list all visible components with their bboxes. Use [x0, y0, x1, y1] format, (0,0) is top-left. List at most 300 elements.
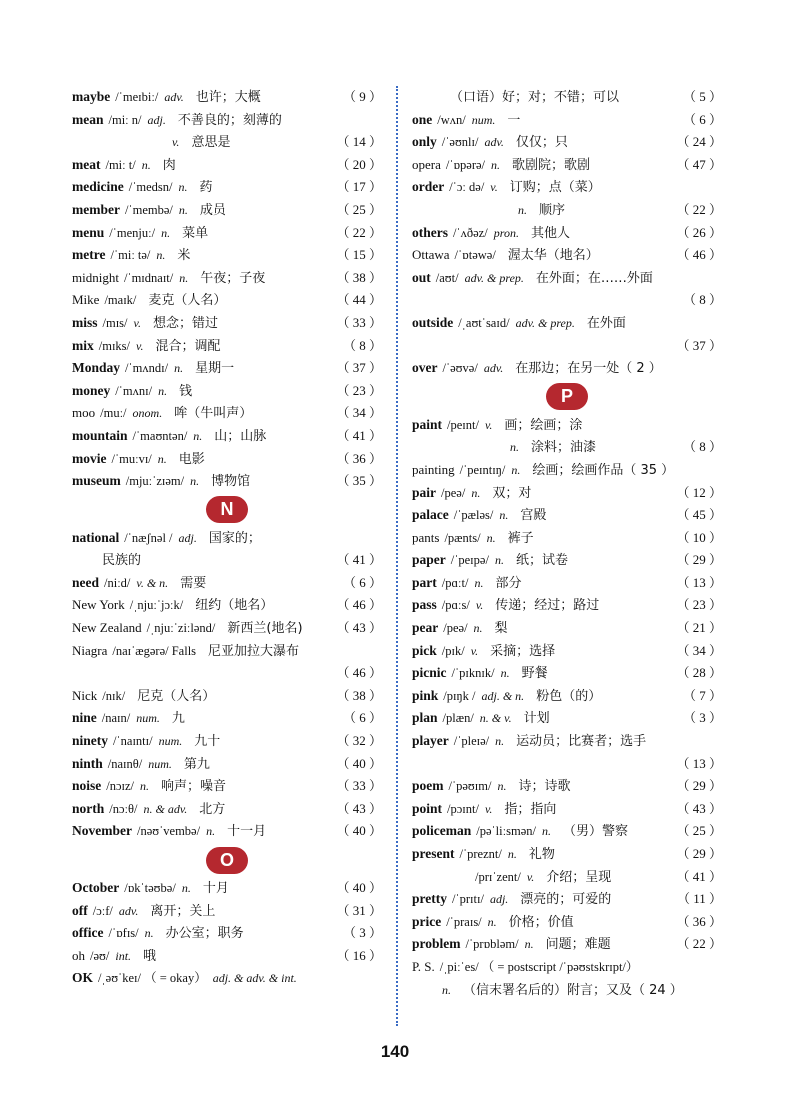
entry-row	[72, 707, 382, 730]
headword: money	[72, 382, 111, 398]
phonetic: /ɒkˈtəʊbə/	[124, 881, 176, 895]
entry-row	[412, 911, 722, 934]
entry-row	[72, 730, 382, 753]
entry-line	[412, 109, 520, 133]
part-of-speech: v.	[484, 417, 493, 432]
entry-row	[72, 425, 382, 448]
headword: pick	[412, 642, 437, 658]
part-of-speech: n.	[500, 666, 510, 681]
entry-line	[72, 312, 218, 336]
definition: 想念；错过	[152, 315, 218, 331]
headword: off	[72, 902, 88, 918]
phonetic: /peə/	[443, 621, 468, 636]
definition: 裤子	[507, 530, 534, 546]
headword: mean	[72, 111, 104, 127]
unit-ref: （ 36 ）	[336, 450, 382, 466]
definition: 在那边；在另一处（ 2 ）	[515, 361, 662, 377]
unit-ref: （ 32 ）	[336, 733, 382, 749]
entry-line	[72, 730, 220, 754]
headword: north	[72, 800, 105, 816]
entry-row	[412, 820, 722, 843]
left-column	[72, 86, 382, 990]
part-of-speech: onom.	[132, 406, 163, 421]
entry-row	[72, 900, 382, 923]
phonetic: /ˈmiː tə/	[110, 248, 151, 263]
part-of-speech: adj.	[147, 112, 166, 127]
headword: present	[412, 846, 455, 861]
definition: 混合；调配	[155, 338, 221, 354]
part-of-speech: n.	[507, 847, 517, 861]
entry-row	[412, 843, 722, 866]
headword: mountain	[72, 427, 128, 443]
part-of-speech: adv.	[164, 90, 184, 104]
entry-row	[412, 267, 722, 290]
entry-line	[412, 154, 590, 178]
definition: 博物馆	[211, 474, 251, 490]
headword: national	[72, 529, 120, 545]
unit-ref: （ 8 ）	[682, 292, 722, 308]
unit-ref: （ 13 ）	[676, 755, 722, 771]
unit-ref: （ 11 ）	[676, 891, 722, 907]
definition: 运动员；比赛者；选手	[516, 734, 647, 750]
unit-ref: （ 13 ）	[676, 574, 722, 590]
part-of-speech: n.	[473, 621, 483, 636]
entry-row	[72, 176, 382, 199]
entry-row	[72, 877, 382, 900]
phonetic: /pɑːt/	[441, 575, 469, 590]
entry-row	[412, 730, 722, 753]
entry-row	[412, 933, 722, 956]
part-of-speech: pron.	[493, 225, 519, 240]
entry-row	[72, 617, 382, 640]
entry-line	[72, 222, 208, 246]
part-of-speech: v.	[526, 869, 535, 884]
entry-row	[72, 199, 382, 222]
definition: 响声；噪音	[161, 779, 227, 795]
part-of-speech: n.	[471, 485, 481, 500]
unit-ref: （ 20 ）	[336, 156, 382, 172]
definition: 双；对	[492, 485, 532, 501]
definition: 米	[177, 248, 191, 264]
unit-ref: （ 47 ）	[676, 156, 722, 172]
unit-ref: （ 24 ）	[676, 134, 722, 150]
phonetic: /prɪˈzent/	[475, 869, 521, 884]
entry-line	[72, 967, 297, 990]
headword: Nick	[72, 687, 98, 703]
part-of-speech: n.	[174, 361, 184, 376]
definition: 民族的	[102, 553, 142, 569]
headword: one	[412, 111, 433, 127]
unit-ref: （ 15 ）	[336, 247, 382, 263]
headword: oh	[72, 947, 85, 963]
entry-row	[412, 414, 722, 437]
phonetic: /nɔɪz/	[106, 779, 135, 794]
definition: 部分	[495, 575, 522, 591]
phonetic: /ˈɒpərə/	[445, 157, 486, 172]
entry-row	[72, 357, 382, 380]
unit-ref: （ 6 ）	[682, 111, 722, 127]
unit-ref: （ 25 ）	[676, 823, 722, 839]
part-of-speech: n.	[161, 225, 171, 240]
entry-line	[412, 843, 555, 867]
section-letter: P	[546, 383, 588, 410]
headword: Mike	[72, 292, 100, 308]
entry-line	[412, 357, 662, 381]
phonetic: /mɪks/	[98, 338, 131, 353]
entry-continuation	[412, 335, 722, 358]
headword: pink	[412, 687, 439, 703]
part-of-speech: n. & adv.	[143, 801, 188, 816]
entry-continuation	[412, 289, 722, 312]
entry-line	[72, 425, 266, 449]
headword: meat	[72, 156, 101, 172]
phonetic: /ˈmenjuː/	[109, 225, 156, 240]
definition: 需要	[180, 575, 207, 591]
definition: 不善良的；刻薄的	[177, 112, 282, 128]
headword: opera	[412, 156, 441, 172]
entry-line	[72, 798, 225, 822]
entry-row	[72, 967, 382, 990]
phonetic: /maɪk/	[104, 293, 137, 308]
headword: Monday	[72, 360, 121, 376]
phonetic: /aʊt/	[435, 270, 459, 285]
part-of-speech: n.	[140, 779, 150, 794]
phonetic: /naɪnθ/	[107, 756, 143, 771]
definition: 传递；经过；路过	[495, 598, 600, 614]
part-of-speech: v.	[133, 315, 141, 330]
definition: （信末署名后的）附言；又及（ 24 ）	[463, 982, 683, 998]
entry-row	[72, 594, 382, 617]
headword: policeman	[412, 823, 472, 839]
part-of-speech: n.	[487, 914, 497, 929]
section-letter: N	[206, 496, 248, 523]
phonetic: /pænts/	[444, 530, 481, 545]
unit-ref: （ 33 ）	[336, 314, 382, 330]
entry-row	[72, 312, 382, 335]
entry-line	[72, 640, 299, 664]
phonetic: /miː t/	[105, 157, 136, 172]
definition: 订购；点（菜）	[509, 180, 601, 196]
headword: paper	[412, 552, 446, 568]
entry-line	[72, 753, 210, 777]
headword: problem	[412, 936, 461, 952]
part-of-speech: adj. & adv. & int.	[212, 971, 297, 986]
unit-ref: （ 35 ）	[336, 473, 382, 489]
unit-ref: （ 26 ）	[676, 224, 722, 240]
entry-line	[72, 775, 226, 799]
phonetic: /əʊ/	[90, 948, 110, 963]
part-of-speech: int.	[115, 948, 132, 963]
entry-line	[412, 662, 548, 686]
phonetic: /naɪn/	[101, 711, 131, 726]
entry-row	[412, 109, 722, 132]
definition: 指；指向	[504, 801, 557, 817]
definition: 其他人	[530, 225, 570, 241]
part-of-speech: n.	[193, 428, 203, 443]
part-of-speech: n.	[524, 937, 534, 952]
part-of-speech: v.	[136, 338, 144, 353]
entry-row	[412, 594, 722, 617]
definition: 价格；价值	[508, 914, 574, 930]
unit-ref: （ 40 ）	[336, 880, 382, 895]
entry-line	[72, 86, 261, 110]
entry-line	[72, 572, 206, 596]
entry-row	[72, 109, 382, 132]
entry-line	[412, 775, 570, 799]
entry-line	[72, 900, 215, 924]
entry-line	[412, 617, 508, 641]
entry-continuation	[412, 866, 722, 889]
headword: need	[72, 574, 99, 590]
definition: 国家的；	[208, 530, 261, 546]
definition: 山；山脉	[214, 428, 267, 444]
definition: 意思是	[191, 135, 231, 151]
unit-ref: （ 43 ）	[676, 800, 722, 816]
phonetic: /ˌaʊtˈsaɪd/	[458, 315, 510, 330]
entry-line	[412, 594, 599, 618]
part-of-speech: n.	[179, 270, 189, 285]
definition: 纸；试卷	[515, 553, 568, 569]
headword: office	[72, 925, 104, 941]
headword: New York	[72, 597, 125, 613]
unit-ref: （ 17 ）	[336, 179, 382, 195]
entry-line	[72, 707, 185, 731]
definition: 在外面	[586, 315, 626, 331]
part-of-speech: n.	[486, 530, 496, 545]
headword: museum	[72, 473, 121, 489]
phonetic: /ˈɒfɪs/	[108, 926, 139, 941]
unit-ref: （ 43 ）	[336, 800, 382, 816]
entry-line	[412, 798, 556, 822]
headword: member	[72, 201, 120, 217]
part-of-speech: n.	[541, 824, 551, 839]
headword: metre	[72, 247, 106, 263]
definition: 礼物	[528, 847, 555, 862]
headword: pants	[412, 529, 440, 545]
part-of-speech: adv. & prep.	[464, 270, 524, 285]
unit-ref: （ 22 ）	[676, 936, 722, 952]
phonetic: /wʌn/	[437, 112, 466, 127]
part-of-speech: adj.	[178, 530, 197, 545]
entry-row	[72, 820, 382, 843]
entry-line	[412, 414, 582, 438]
phonetic: /ˌnjuːˈziːlənd/	[146, 621, 216, 636]
entry-row	[72, 402, 382, 425]
phonetic: /ˈpleɪə/	[453, 734, 490, 749]
unit-ref: （ 28 ）	[676, 665, 722, 681]
part-of-speech: n.	[511, 462, 521, 477]
headword: medicine	[72, 179, 124, 195]
right-column	[412, 86, 722, 1001]
entry-continuation	[72, 662, 382, 685]
entry-line	[412, 176, 601, 200]
headword: paint	[412, 416, 443, 432]
part-of-speech: n.	[190, 474, 200, 489]
phonetic: /ˈpəʊɪm/	[448, 779, 492, 794]
entry-continuation	[412, 979, 722, 1002]
definition: 诗；诗歌	[518, 779, 571, 795]
definition: 画；绘画；涂	[504, 417, 583, 433]
unit-ref: （ 25 ）	[336, 201, 382, 217]
entry-row	[72, 527, 382, 550]
unit-ref: （ 38 ）	[336, 269, 382, 285]
entry-line	[72, 820, 266, 844]
phonetic: /mjuːˈzɪəm/	[125, 474, 185, 489]
unit-ref: （ 41 ）	[336, 427, 382, 443]
entry-line	[412, 267, 653, 291]
phonetic: /ˈpɪknɪk/	[451, 666, 495, 681]
phonetic: /ˈprɪtɪ/	[452, 892, 484, 907]
phonetic: /mɪs/	[102, 315, 128, 330]
unit-ref: （ 36 ）	[676, 913, 722, 929]
entry-line	[412, 685, 601, 709]
phonetic: /muː/	[100, 406, 127, 421]
entry-line	[72, 594, 273, 618]
part-of-speech: n.	[144, 926, 154, 941]
unit-ref: （ 37 ）	[676, 337, 722, 353]
part-of-speech: n.	[495, 734, 505, 749]
unit-ref: （ 40 ）	[336, 755, 382, 771]
unit-ref: （ 23 ）	[676, 597, 722, 613]
headword: part	[412, 574, 437, 590]
part-of-speech: v. & n.	[136, 575, 169, 590]
entry-line	[510, 436, 596, 460]
unit-ref: （ 3 ）	[342, 925, 382, 941]
entry-row	[72, 775, 382, 798]
headword: outside	[412, 314, 454, 330]
entry-line	[412, 549, 568, 573]
entry-row	[412, 640, 722, 663]
entry-line	[412, 222, 570, 246]
headword: OK	[72, 970, 94, 986]
unit-ref: （ 29 ）	[676, 778, 722, 794]
phonetic: /pɪk/	[441, 643, 465, 658]
headword: price	[412, 913, 442, 929]
unit-ref: （ 41 ）	[336, 552, 382, 568]
part-of-speech: num.	[471, 112, 496, 127]
definition: 星期一	[195, 361, 235, 377]
entry-row	[412, 176, 722, 199]
entry-row	[412, 572, 722, 595]
unit-ref: （ 21 ）	[676, 620, 722, 636]
headword: noise	[72, 778, 102, 794]
part-of-speech: adv. & prep.	[515, 315, 575, 330]
part-of-speech: n.	[156, 248, 166, 263]
headword: November	[72, 823, 132, 839]
definition: 九十	[194, 734, 221, 750]
definition: 粉色（的）	[536, 688, 602, 704]
entry-row	[412, 956, 722, 979]
definition: 纽约（地名）	[195, 598, 274, 614]
phonetic: /pəˈliːsmən/	[476, 824, 536, 839]
headword: others	[412, 224, 448, 240]
part-of-speech: n.	[494, 553, 504, 568]
entry-line	[72, 244, 190, 268]
part-of-speech: n.	[491, 157, 501, 172]
entry-row	[72, 685, 382, 708]
definition: （口语）好；对；不错；可以	[450, 90, 620, 105]
entry-row	[412, 685, 722, 708]
phonetic: /ˈɒtəwə/	[454, 248, 496, 263]
entry-row	[412, 357, 722, 380]
entry-line	[72, 289, 226, 313]
entry-row	[72, 86, 382, 109]
entry-row	[72, 267, 382, 290]
headword: poem	[412, 778, 444, 794]
phonetic: /niːd/	[104, 575, 131, 590]
unit-ref: （ 31 ）	[336, 902, 382, 918]
definition: 介绍；呈现	[546, 869, 612, 885]
entry-row	[72, 154, 382, 177]
entry-row	[412, 244, 722, 267]
part-of-speech: n. & v.	[479, 711, 512, 726]
headword: pass	[412, 597, 437, 613]
phonetic: /ˈəʊvə/	[442, 361, 478, 376]
definition: 成员	[199, 202, 226, 218]
entry-row	[412, 617, 722, 640]
phonetic: /ˈmeɪbiː/	[115, 90, 159, 104]
part-of-speech: n.	[206, 824, 216, 839]
entry-row	[412, 549, 722, 572]
headword: only	[412, 134, 437, 150]
entry-row	[412, 888, 722, 911]
unit-ref: （ 37 ）	[336, 360, 382, 376]
entry-row	[412, 775, 722, 798]
definition: 梨	[494, 621, 508, 637]
entry-row	[72, 448, 382, 471]
phonetic: /peɪnt/	[447, 417, 479, 432]
page-number: 140	[380, 1042, 410, 1061]
entry-line	[412, 933, 611, 957]
entry-continuation	[412, 436, 722, 459]
entry-line	[102, 549, 141, 573]
entry-line	[172, 131, 230, 155]
entry-line	[412, 820, 628, 844]
part-of-speech: n.	[158, 383, 168, 398]
entry-line	[412, 504, 546, 528]
entry-line	[412, 730, 646, 754]
headword: over	[412, 360, 438, 376]
unit-ref: （ 23 ）	[336, 382, 382, 398]
headword: mix	[72, 337, 94, 353]
part-of-speech: adj. & n.	[481, 688, 525, 703]
part-of-speech: v.	[484, 801, 493, 816]
entry-line	[412, 459, 674, 483]
entry-row	[72, 945, 382, 968]
phonetic: /plæn/	[442, 711, 474, 726]
unit-ref: （ 46 ）	[676, 247, 722, 263]
headword: moo	[72, 405, 96, 421]
part-of-speech: num.	[148, 756, 172, 771]
headword: ninth	[72, 755, 103, 771]
entry-row	[412, 707, 722, 730]
headword: menu	[72, 224, 105, 240]
entry-row	[412, 222, 722, 245]
headword: palace	[412, 507, 449, 523]
definition: 计划	[523, 711, 550, 727]
unit-ref: （ 29 ）	[676, 846, 722, 861]
phonetic: /ˈɔː də/	[449, 180, 485, 195]
entry-line	[412, 244, 599, 268]
unit-ref: （ 5 ）	[682, 89, 722, 104]
phonetic: /ˈpraɪs/	[446, 914, 482, 929]
headword: player	[412, 733, 449, 749]
part-of-speech: v.	[172, 135, 180, 150]
part-of-speech: n.	[178, 180, 188, 195]
entry-line	[470, 866, 611, 890]
phonetic: /ˈnæʃnəl /	[124, 530, 173, 545]
part-of-speech: n.	[474, 575, 484, 590]
